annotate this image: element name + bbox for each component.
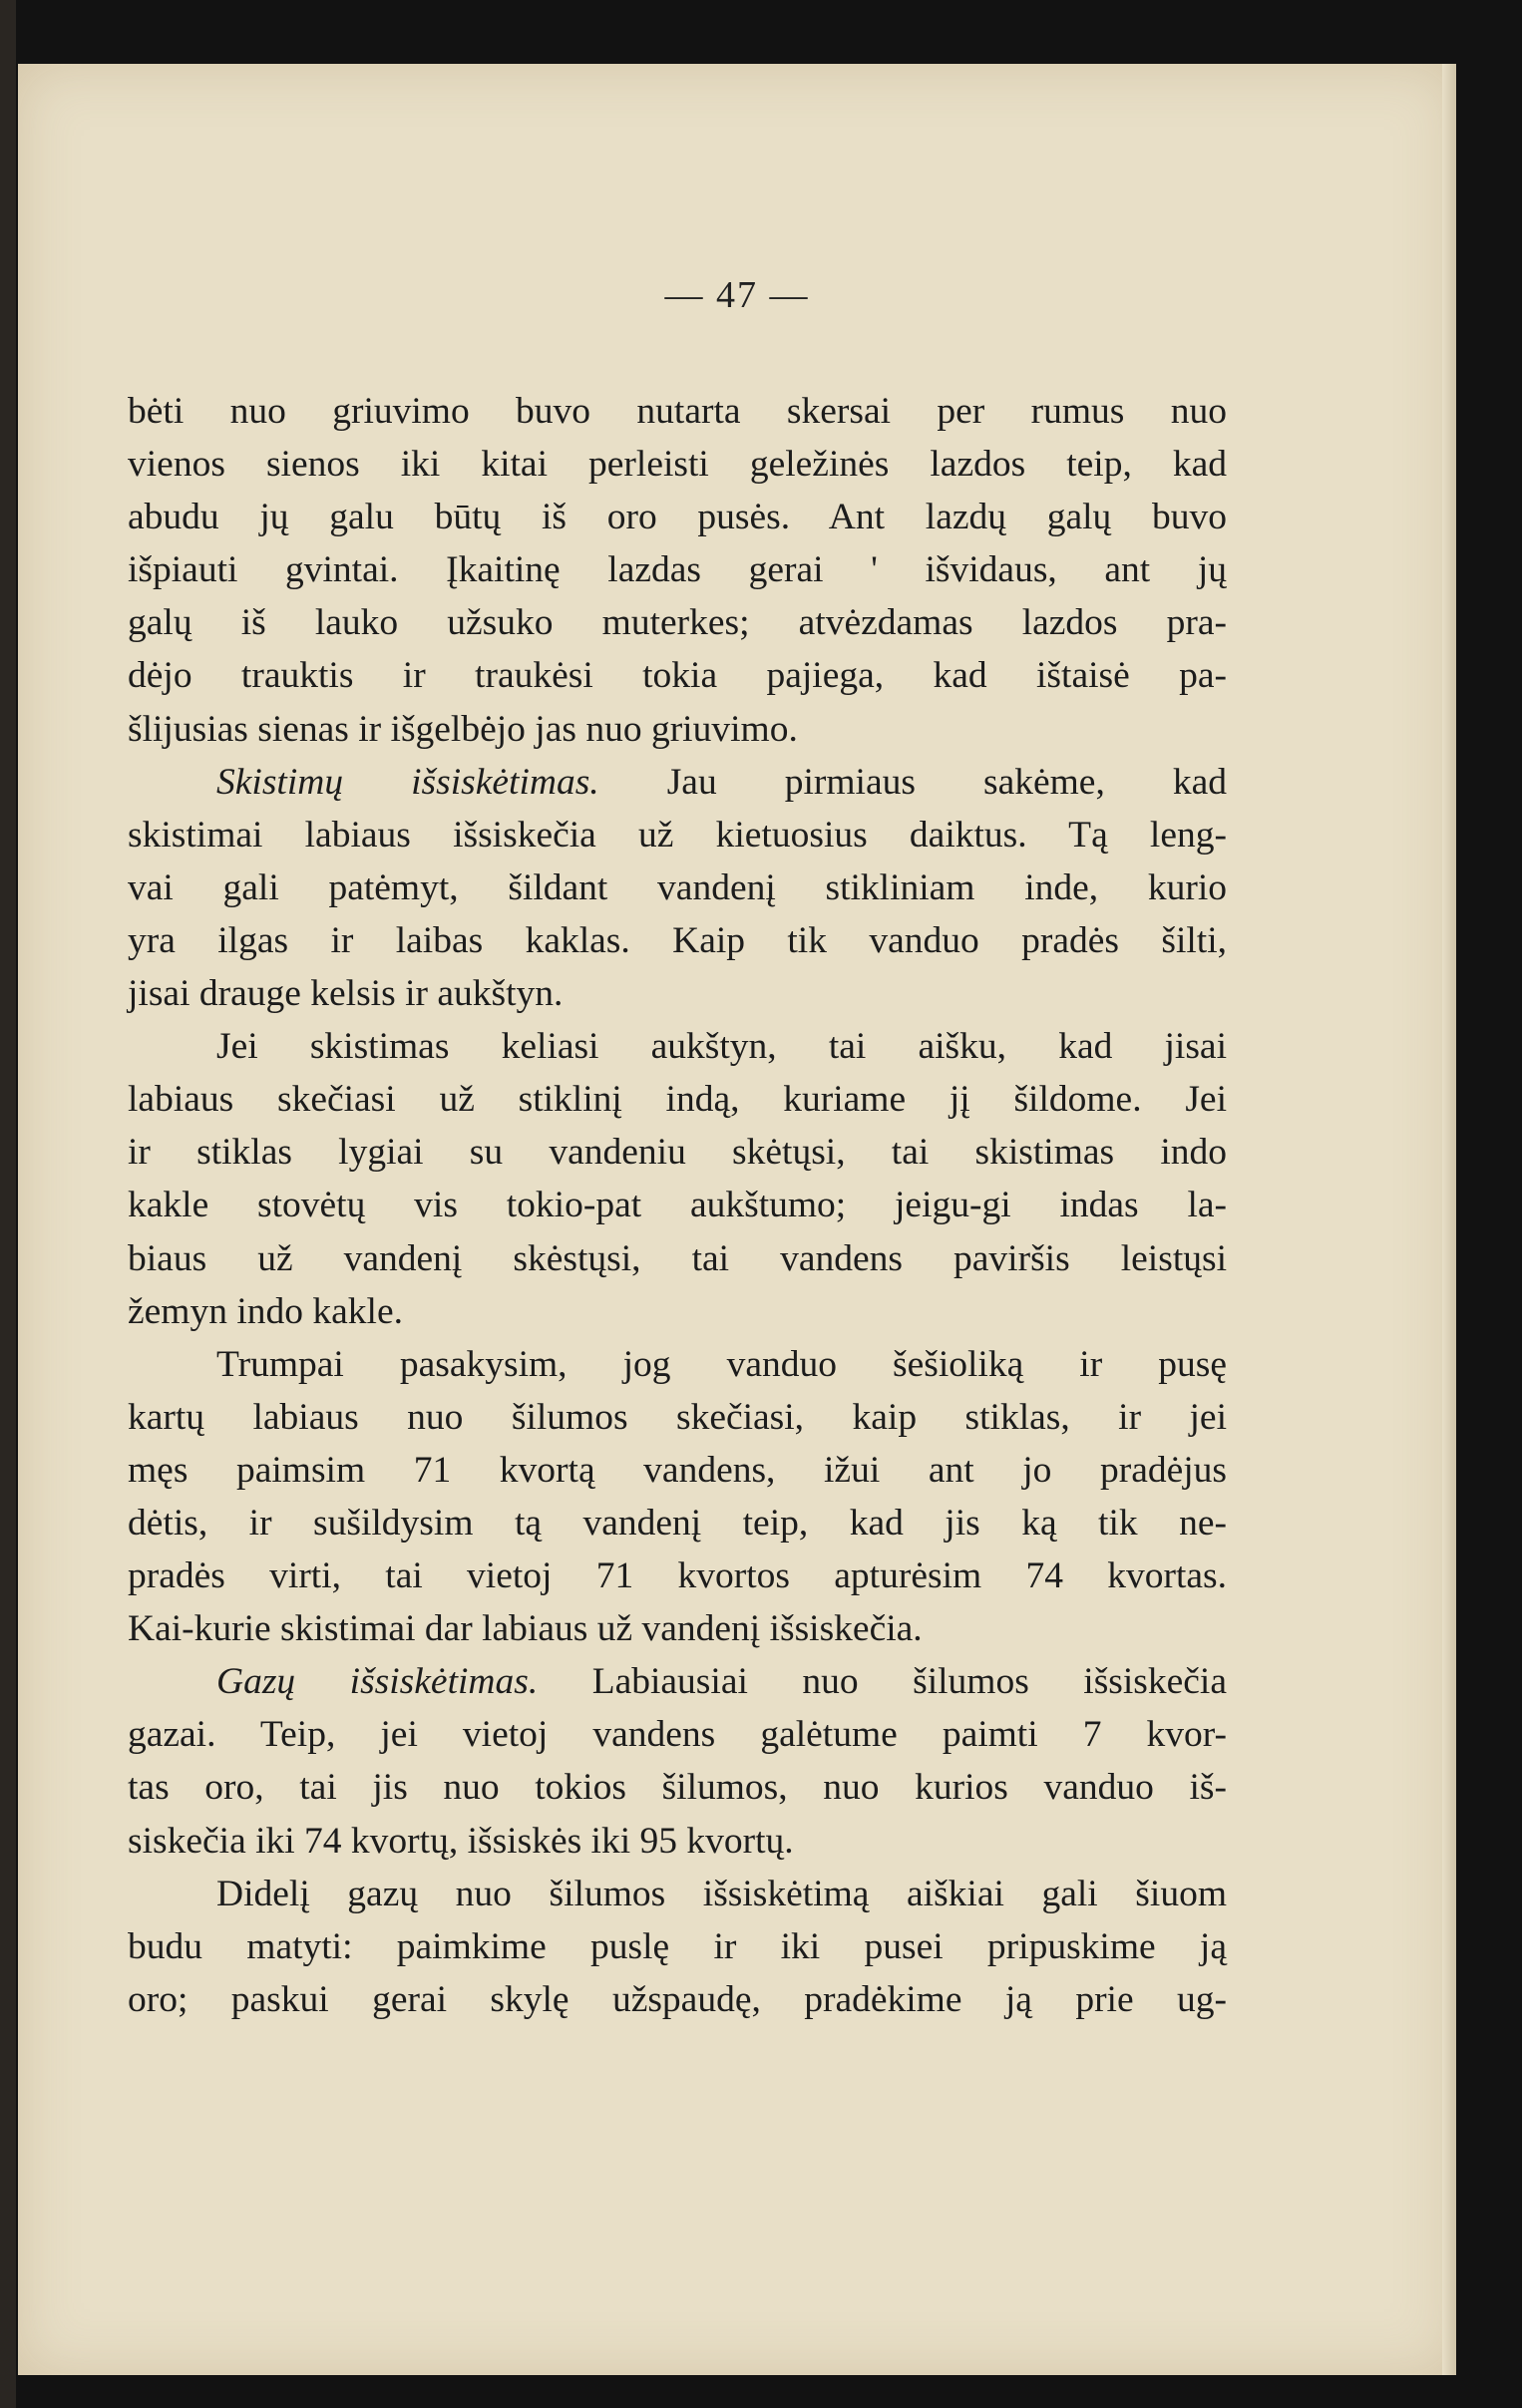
text-line: kartų labiaus nuo šilumos skečiasi, kaip stiklas, ir jei — [128, 1396, 1227, 1438]
text-line: Kai-kurie skistimai dar labiaus už vandenį išsiskečia. — [128, 1608, 923, 1650]
text-line: vienos sienos iki kitai perleisti geležinės lazdos teip, kad — [128, 444, 1227, 486]
book-spine-edge — [0, 0, 16, 2408]
page-number: — 47 — — [664, 274, 810, 316]
text-line: tas oro, tai jis nuo tokios šilumos, nuo kurios vanduo iš- — [128, 1767, 1227, 1809]
book-page — [18, 64, 1456, 2375]
text-line: budu matyti: paimkime puslę ir iki pusei pripuskime ją — [128, 1925, 1227, 1967]
text-line: męs paimsim 71 kvortą vandens, ižui ant jo pradėjus — [128, 1449, 1227, 1491]
text-line — [128, 756, 1227, 809]
text-line: kakle stovėtų vis tokio-pat aukštumo; jeigu-gi indas la- — [128, 1185, 1227, 1226]
text-line: ir stiklas lygiai su vandeniu skėtųsi, tai skistimas indo — [128, 1132, 1227, 1174]
text-line: gazai. Teip, jei vietoj vandens galėtume paimti 7 kvor- — [128, 1714, 1227, 1756]
text-line: vai gali patėmyt, šildant vandenį stikliniam inde, kurio — [128, 866, 1227, 908]
text-line: Jei skistimas keliasi aukštyn, tai aišku, kad jisai — [216, 1026, 1227, 1068]
text-line: abudu jų galu būtų iš oro pusės. Ant lazdų galų buvo — [128, 497, 1227, 538]
text-line: siskečia iki 74 kvortų, išsiskės iki 95 kvortų. — [128, 1820, 794, 1862]
inline-heading: Gazų išsiskėtimas. — [216, 1661, 539, 1703]
text-line: dėtis, ir sušildysim tą vandenį teip, kad jis ką tik ne- — [128, 1502, 1227, 1544]
text-line: pradės virti, tai vietoj 71 kvortos apturėsim 74 kvortas. — [128, 1555, 1227, 1597]
text-line: skistimai labiaus išsiskečia už kietuosius daiktus. Tą leng- — [128, 814, 1227, 856]
text-line: labiaus skečiasi už stiklinį indą, kuriame jį šildome. Jei — [128, 1079, 1227, 1121]
inline-heading: Skistimų išsiskėtimas. — [216, 761, 599, 803]
page-edge — [1442, 64, 1456, 2375]
text-line: Trumpai pasakysim, jog vanduo šešioliką ir pusę — [216, 1343, 1227, 1385]
body-text — [128, 385, 1227, 2026]
text-line: biaus už vandenį skėstųsi, tai vandens paviršis leistųsi — [128, 1237, 1227, 1279]
text-line: dėjo trauktis ir traukėsi tokia pajiega, kad ištaisė pa- — [128, 655, 1227, 697]
text-line: oro; paskui gerai skylę užspaudę, pradėkime ją prie ug- — [128, 1978, 1227, 2020]
text-line — [128, 1655, 1227, 1708]
text-line: išpiauti gvintai. Įkaitinę lazdas gerai ' išvidaus, ant jų — [128, 549, 1227, 591]
text-line: bėti nuo griuvimo buvo nutarta skersai per rumus nuo — [128, 391, 1227, 432]
text-line: galų iš lauko užsuko muterkes; atvėzdamas lazdos pra- — [128, 602, 1227, 644]
text-line: jisai drauge kelsis ir aukštyn. — [128, 973, 564, 1015]
text-line: šlijusias sienas ir išgelbėjo jas nuo griuvimo. — [128, 708, 798, 750]
text-line: Didelį gazų nuo šilumos išsiskėtimą aiškiai gali šiuom — [216, 1873, 1227, 1914]
line-text: Labiausiai nuo šilumos išsiskečia — [538, 1661, 1227, 1703]
line-text: Jau pirmiaus sakėme, kad — [598, 761, 1228, 803]
text-line: žemyn indo kakle. — [128, 1290, 403, 1332]
text-line: yra ilgas ir laibas kaklas. Kaip tik vanduo pradės šilti, — [128, 919, 1227, 961]
